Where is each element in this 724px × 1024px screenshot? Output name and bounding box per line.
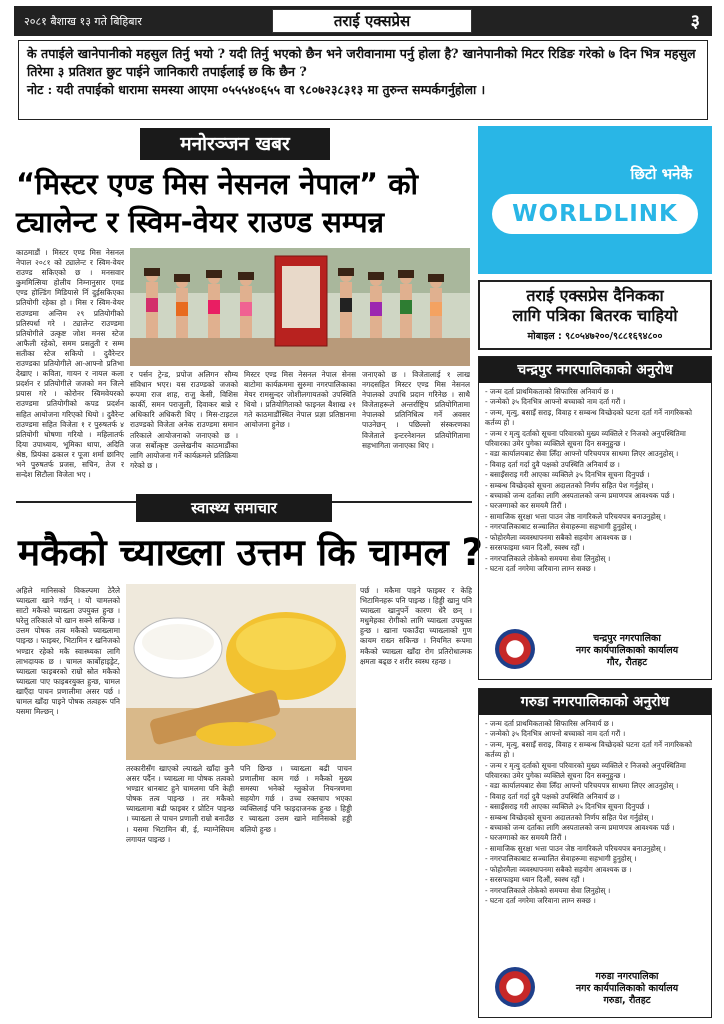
appeal-item: - जन्म दर्ता प्राथमिकताको सिफारिस अनिवार्य छ ।: [485, 719, 614, 728]
health-headline: मकैको च्याख्ला उत्तम कि चामल ?: [18, 531, 484, 574]
chandrapur-appeal: [478, 356, 712, 680]
appeal-item: - सम्बन्ध विच्छेदको सूचना अदालतको निर्णय सहित पेश गर्नुहोस् ।: [485, 480, 654, 490]
notice-line-1: के तपाईले खानेपानीको महसुल तिर्नु भयो ? यदी तिर्नु भएको छैन भने जरीवानामा पर्नु होला है?: [27, 46, 459, 61]
health-column-1: अहिले मानिसको विकल्पमा ठेरैले च्याख्ला खाने गर्छन् । यो चामलको साटो मकैको च्याख्ला उपयुक्त हुन्छ । घरेलु तरिकाले यो खान सक्ने सकिन्छ । उत्तम पोषक तत्व मकैको च्याख्लामा पाइन्छ । फाइबर, भिटामिन र खनिजको भण्डार रहेको मकै स्वास्थ्यका लागि लाभदायक छ । चामल कार्बोहाइड्रेट, च्याख्ला फाइबरको राम्रो स्रोत मकैको च्याख्ला पाए फाइबरयुक्त हुन्छ, चामल खाएँदा पाचन प्रणालीमा असर पर्छ । चामल खाँदा पाइने पोषक तत्वहरू पनि यसमा मिल्छन् ।: [16, 586, 120, 717]
appeal-item: - नगरपालिकाबाट सञ्चालित सेवाहरूमा सहभागी हुनुहोस् ।: [485, 854, 637, 864]
health-column-2: तरकारीसँग खाएको ल्याख्ले खाँदा कुनै असर पर्दैन । च्याख्ला मा पोषक तत्वको भण्डार धानबाट हुने चामलमा पनि केही पोषक तत्व पाइन्छ । तर मकैको च्याख्लामा बढी फाइबर र प्रोटिन पाइन्छ । च्याख्ला ले पाचन प्रणाली राम्रो बनाउँछ । यसमा भिटामिन बी, ई, म्याग्नेसियम लगायत पाइन्छ ।: [126, 764, 234, 844]
paper-name: तराई एक्सप्रेस: [272, 9, 472, 33]
appeal-item: - सामाजिक सुरक्षा भत्ता पाउन जेष्ठ नागरिकले परिचयपत्र बनाउनुहोस् ।: [485, 843, 666, 853]
appeal-item: - फोहोरमैला व्यवस्थापनमा सबैको सहयोग आवश्यक छ ।: [485, 864, 632, 874]
contestants-photo: [130, 248, 470, 366]
appeal-item: - जन्म र मृत्यु दर्ताको सूचना परिवारको मुख्य व्यक्तिले र निजको अनुपस्थितिमा परिवारका उमेर पुगेका व्यक्तिले सूचना दिन सक्नुहुन्छ ।: [485, 428, 686, 449]
maize-rice-photo: [126, 584, 356, 760]
office-type: नगर कार्यपालिकाको कार्यालय: [575, 983, 679, 994]
worldlink-logo: WORLDLINK: [492, 194, 698, 234]
chandrapur-office: [485, 627, 705, 673]
appeal-item: - घटना दर्ता नगरेमा जरिवाना लाग्न सक्छ ।: [485, 895, 596, 905]
garuda-appeal: [478, 688, 712, 1018]
appeal-item: - घरजग्गाको कर समयमै तिरौं ।: [485, 501, 567, 511]
terai-ad-line-2: लागि पत्रिका बितरक चाहियो: [512, 306, 678, 325]
appeal-item: - सरसफाइमा ध्यान दिऔं, स्वस्थ रहौं ।: [485, 875, 585, 885]
entertainment-column-3: मिस्टर एण्ड मिस नेसनल नेपाल सेनस बाटोमा कार्यक्रममा सुरुमा नगरपालिकाका मेयर रामसुन्दर जोशीलगायतको उपस्थिति थियो । प्रतियोगिताको फाइनल बैशाख २१ गते काठमाडौंस्थित नेपाल प्रज्ञा प्रतिष्ठानमा आयोजना हुनेछ ।: [244, 370, 356, 430]
appeal-item: - बसाइँसराइ गरी आएका व्यक्तिले ३५ दिनभित्र सूचना दिनुपर्छ ।: [485, 802, 650, 812]
appeal-item: - नगरपालिकाले तोकेको समयमा सेवा लिनुहोस् ।: [485, 553, 611, 563]
appeal-item: - घरजग्गाको कर समयमै तिरौं ।: [485, 833, 567, 843]
nepal-government-seal-icon: [495, 629, 535, 669]
appeal-item: - विवाह दर्ता गर्दा दुवै पक्षको उपस्थिति अनिवार्य छ ।: [485, 459, 620, 469]
appeal-item: - सम्बन्ध विच्छेदको सूचना अदालतको निर्णय सहित पेश गर्नुहोस् ।: [485, 812, 654, 822]
health-column-3: पनि छिन्छ । च्याख्ला बढी पाचन प्रणालीमा काम गर्छ । मकैको मुख्य समस्या भनेको ग्लुकोज नियन्त्रणमा सहयोग गर्छ । उच्च रक्तचाप भएका व्यक्तिलाई पनि फाइदाजनक हुन्छ । हिड्डी र च्याख्ला उत्तम खाने मानिसको हड्डी बलियो हुन्छ ।: [240, 764, 352, 834]
appeal-item: - फोहोरमैला व्यवस्थापनमा सबैको सहयोग आवश्यक छ ।: [485, 532, 632, 542]
appeal-item: - जन्मेको ३५ दिनभित्र आफ्नो बच्चाको नाम दर्ता गरौं ।: [485, 729, 626, 739]
appeal-item: - नगरपालिकाबाट सञ्चालित सेवाहरूमा सहभागी हुनुहोस् ।: [485, 522, 637, 532]
entertainment-column-1: काठमाडौं । मिस्टर एण्ड मिस नेसनल नेपाल २०८१ को ट्यालेन्ट र स्विम-वेयर राउण्ड सकिएको छ । मनसवार कुममित्सिया होलीय निम्नानुसार एमड एण्ड होल्डिंग मिडियासे र्नि दुईसकिएका प्रतियोगी रहेका हो । मिस र स्विम-वेयर राउण्डमा अन्तिम २९ प्रतियोगीको प्रतिस्पर्धा गरे । ट्यालेन्ट राउण्डमा प्रतियोगीले उत्कृष्ट जोश मनस स्टेज आफैली रहेको, समम प्रसतुती र सम्म सतीका स्टेज सकियो । दुवैरेन्टर राउण्डका प्रतियोगीले आ-आफ्नो प्रतिभा देखाए । कविता, गायन र नायल कला प्रदर्शन र प्रतियोगीले जजको मन जित्ने प्रयास गरे । कोरोनर स्विमवेयरको राउण्डमा प्रतियोगीको कपड प्रदर्शन सहित आयोजना गरिएको थियो । दुवैरेन्ट राउण्डमा सहित विजेता १ र पुरुषतर्फ ४ प्रतियोगी घोषणा गरियो । महिलातर्फ दिया उपाध्याय, भूमिका थापा, अदिति श्रेष्ठ, प्रियंका ढकाल र पूजा शर्मा छानिए भने पुरुषतर्फ प्रजस, सचिन, तेज र सन्देश सिटौला विजेता भए ।: [16, 248, 124, 480]
garuda-appeal-title: गरुडा नगरपालिकाको अनुरोध: [479, 689, 711, 715]
office-name: गरुडा नगरपालिका: [595, 971, 659, 982]
terai-ad-line-1: तराई एक्सप्रेस दैनिकका: [526, 286, 664, 305]
entertainment-headline-2: ट्यालेन्ट र स्विम-वेयर राउण्ड सम्पन्न: [16, 205, 385, 239]
appeal-item: - वडा कार्यालयबाट सेवा लिँदा आफ्नो परिचयपत्र साथमा लिएर आउनुहोस् ।: [485, 449, 679, 459]
chandrapur-appeal-list: [479, 383, 711, 578]
office-type: नगर कार्यपालिकाको कार्यालय: [575, 645, 679, 656]
health-section-label: स्वास्थ्य समाचार: [136, 494, 332, 522]
office-address: गरुडा, रौतहट: [603, 995, 651, 1006]
entertainment-section-label: मनोरञ्जन खबर: [140, 128, 330, 160]
entertainment-column-4: जनाएको छ । विजेतालाई १ लाख नगदसहित मिस्टर एण्ड मिस नेसनल नेपालको उपाधि प्रदान गरिनेछ । साथै विजेताहरूले अन्तर्राष्ट्रिय प्रतियोगितामा नेपालको प्रतिनिधित्व गर्ने अवसर पाउनेछन् । पछिल्लो संस्करणका विजेताले इन्टरनेशनल प्रतियोगितामा सहभागिता जनाएका थिए ।: [362, 370, 470, 450]
appeal-item: - जन्म, मृत्यु, बसाइँ सराइ, विवाह र सम्बन्ध विच्छेदको घटना दर्ता गर्ने नागरिकको कर्तव्य हो ।: [485, 739, 692, 760]
appeal-item: - नगरपालिकाले तोकेको समयमा सेवा लिनुहोस् ।: [485, 885, 611, 895]
entertainment-headline-1: “मिस्टर एण्ड मिस नेसनल नेपाल” को: [16, 167, 418, 201]
page-header: [14, 6, 712, 36]
notice-note: नोट : यदी तपाईको धारामा समस्या आएमा ०५५५४०६५५ वा ९८०७२३८३१३ मा तुरुन्त सम्पर्कगर्नुहोला ।: [27, 82, 486, 97]
appeal-item: - बच्चाको जन्म दर्ताका लागि अस्पतालको जन्म प्रमाणपत्र आवश्यक पर्छ ।: [485, 491, 675, 501]
appeal-item: - जन्म दर्ता प्राथमिकताको सिफारिस अनिवार्य छ ।: [485, 387, 614, 396]
entertainment-column-2: र पर्सन ट्रेन्ड, प्रपोज अलिगन सौम्य संविधान भएर। यस राउण्डको जजको रूपमा राज शाह, राजु केसी, विशिस कार्की, समन पराजुली, दिवाकर बान्ने र अधिकारि अधिकरी थिए । मिस-टाइटल राउण्डको विजेता अनेक राउण्डमा समान तरिकाले आयोजनाको जनाएको छ । जज सर्बोत्कृष्ट उल्लेखनीय काठमाडौंका लागि आयोजना गर्ने कार्यक्रमले प्रतिक्रिया गरेको छ ।: [130, 370, 238, 470]
appeal-item: - वडा कार्यालयबाट सेवा लिँदा आफ्नो परिचयपत्र साथमा लिएर आउनुहोस् ।: [485, 781, 679, 791]
appeal-item: - जन्म, मृत्यु, बसाइँ सराइ, विवाह र सम्बन्ध विच्छेदको घटना दर्ता गर्ने नागरिकको कर्तव्य हो ।: [485, 407, 692, 428]
office-address: गौर, रौतहट: [606, 657, 648, 668]
appeal-item: - बसाइँसराइ गरी आएका व्यक्तिले ३५ दिनभित्र सूचना दिनुपर्छ ।: [485, 470, 650, 480]
notice-line-2: खानेपानीको मिटर रिडिङ गरेको ७ दिन भित्र महसुल तिरेमा ३ प्रतिशत छुट पाईने जानिकारी तपाईलाई छ कि छैन ?: [27, 46, 696, 79]
terai-ad-phone: मोबाइल : ९८०५४७२००/९८८१६९४८००: [527, 331, 663, 342]
chandrapur-appeal-title: चन्द्रपुर नगरपालिकाको अनुरोध: [479, 357, 711, 383]
worldlink-tagline: छिटो भनेकै: [630, 165, 692, 183]
office-name: चन्द्रपुर नगरपालिका: [593, 633, 661, 644]
garuda-office: [485, 965, 705, 1011]
nepal-government-seal-icon: [495, 967, 535, 1007]
worldlink-ad: [478, 126, 712, 274]
health-column-4: पर्छ । मकैमा पाइने फाइबर र केहि भिटामिनहरू पनि पाइन्छ । हिड्डी खानु पनि च्याख्ला खानुपर्ने कारण धेरै छन् । मधुमेहका रोगीको लागि च्याख्ला उपयुक्त हुन्छ । खाना पकाउँदा च्याख्लाको गुण कायम राख्न सकिन्छ । नियमित रूपमा मकैको च्याख्ला खाँदा रोग प्रतिरोधात्मक क्षमता बढ्छ र शरीर स्वस्थ रहन्छ ।: [360, 586, 472, 666]
page-number: ३: [690, 11, 700, 32]
appeal-item: - जन्म र मृत्यु दर्ताको सूचना परिवारको मुख्य व्यक्तिले र निजको अनुपस्थितिमा परिवारका उमेर पुगेका व्यक्तिले सूचना दिन सक्नुहुन्छ ।: [485, 760, 686, 781]
appeal-item: - बच्चाको जन्म दर्ताका लागि अस्पतालको जन्म प्रमाणपत्र आवश्यक पर्छ ।: [485, 823, 675, 833]
appeal-item: - जन्मेको ३५ दिनभित्र आफ्नो बच्चाको नाम दर्ता गरौं ।: [485, 397, 626, 407]
water-bill-notice: [18, 40, 708, 120]
appeal-item: - सामाजिक सुरक्षा भत्ता पाउन जेष्ठ नागरिकले परिचयपत्र बनाउनुहोस् ।: [485, 511, 666, 521]
terai-distributor-ad: [478, 280, 712, 350]
appeal-item: - विवाह दर्ता गर्दा दुवै पक्षको उपस्थिति अनिवार्य छ ।: [485, 791, 620, 801]
issue-date: २०८१ बैशाख १३ गते बिहिबार: [24, 15, 142, 28]
garuda-appeal-list: [479, 715, 711, 910]
appeal-item: - सरसफाइमा ध्यान दिऔं, स्वस्थ रहौं ।: [485, 543, 585, 553]
appeal-item: - घटना दर्ता नगरेमा जरिवाना लाग्न सक्छ ।: [485, 563, 596, 573]
